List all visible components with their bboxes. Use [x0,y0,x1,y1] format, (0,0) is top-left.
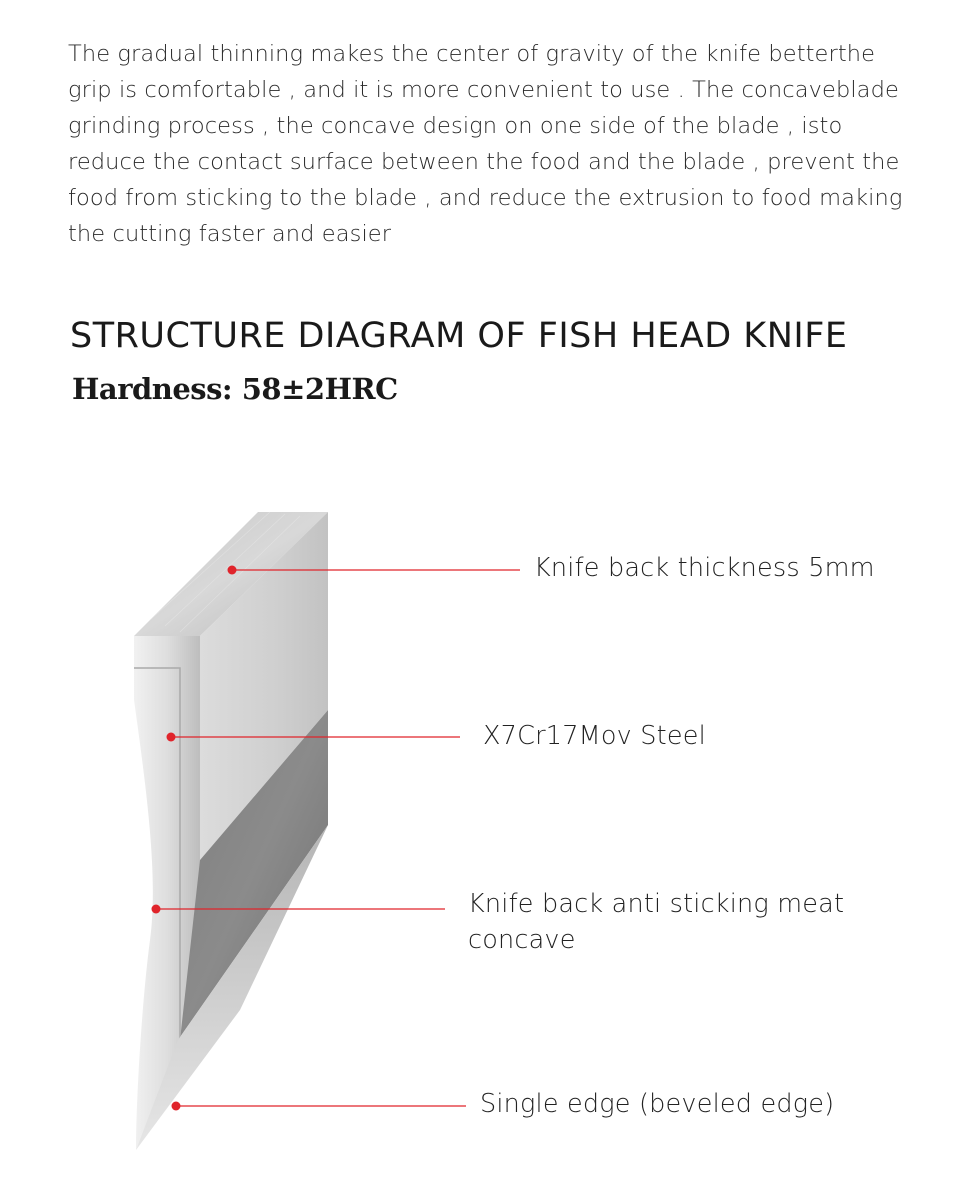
callout-single-edge: Single edge (beveled edge) [480,1089,835,1119]
hardness-rating: Hardness: 58±2HRC [72,372,398,406]
callout-steel: X7Cr17Mov Steel [483,721,706,751]
callout-back-thickness: Knife back thickness 5mm [534,553,875,583]
callout-anti-sticking-concave: Knife back anti sticking meat concave [468,889,845,955]
knife-body [134,512,328,1150]
leader-dot-steel [167,733,176,742]
intro-paragraph: The gradual thinning makes the center of gravity of the knife betterthe grip is comfortable , and it is more convenient to use . The concaveblade grinding process , the concave design on one side of the blade , isto reduce the contact surface between the food and the blade , prevent the food from sticking to the blade , and reduce the extrusion to food making the cutting faster and easier [68,41,903,247]
leader-dot-edge [172,1102,181,1111]
diagram-title: STRUCTURE DIAGRAM OF FISH HEAD KNIFE [70,316,848,356]
leader-dot-concave [152,905,161,914]
leader-dot-back-thickness [228,566,237,575]
